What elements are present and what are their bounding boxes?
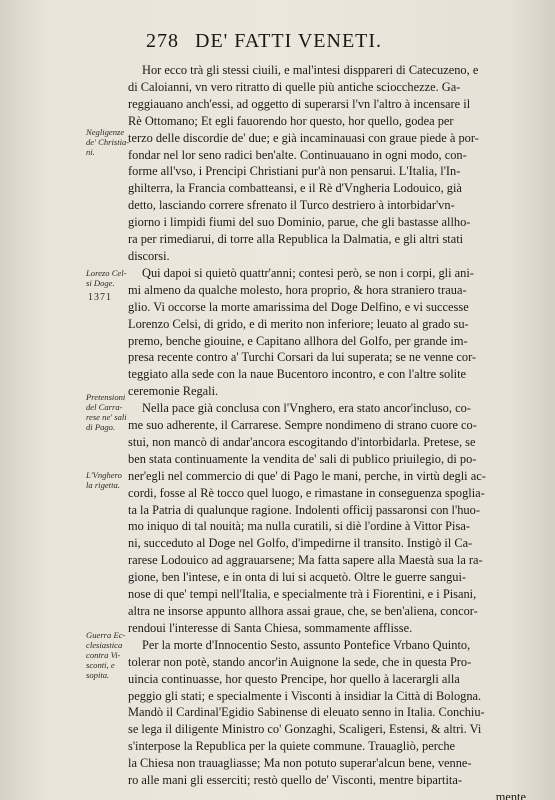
text-line: Lorenzo Celsi, di grido, e di merito non inferiore; leuato al grado su-: [128, 316, 469, 331]
text-line: mi almeno da qualche molesto, hora proprio, & hora straniero traua-: [128, 282, 467, 297]
text-line: tolerar non potè, stando ancor'in Auignone la sede, che in questa Pro-: [128, 654, 472, 669]
text-line: se lega il diligente Ministro co' Gonzaghi, Scaligeri, Estensi, & altri. Vi: [128, 722, 482, 737]
text-line: ro alle mani gli esserciti; restò quello de' Visconti, mentre bipartita-: [128, 773, 462, 788]
text-line: Nella pace già conclusa con l'Vnghero, era stato ancor'incluso, co-: [142, 401, 471, 416]
text-line: peggio gli stati; e specialmente i Visconti à insidiar la Città di Bologna.: [128, 688, 482, 703]
text-line: Qui dapoi si quietò quattr'anni; contesi però, se non i corpi, gli ani-: [142, 265, 474, 280]
text-line: cordi, fosse al Rè tocco quel luogo, e rimastane in conseguenza spoglia-: [128, 485, 485, 500]
running-title: DE' FATTI VENETI.: [195, 30, 383, 52]
text-line: s'interpose la Republica per la quiete commune. Trauagliò, perche: [128, 739, 456, 754]
page-number: 278: [146, 30, 179, 52]
text-line: ra per rimediarui, di torre alla Republica la Dalmatia, e gli altri stati: [128, 232, 464, 247]
text-line: presa recente contro a' Turchi Corsari da lui superata; se ne venne cor-: [128, 350, 477, 365]
text-line: rendoui l'interesse di Santa Chiesa, sommamente afflisse.: [128, 620, 413, 635]
margin-year: 1371: [88, 292, 112, 303]
text-line: giorno i limpidi fiumi del suo Dominio, parue, che gli bastasse allho-: [128, 215, 471, 230]
text-line: Per la morte d'Innocentio Sesto, assunto Pontefice Vrbano Quinto,: [142, 637, 471, 652]
margin-note: Guerra Ec-clesiastica contra Vi-sconti, e sopita.: [86, 630, 126, 680]
body-text: [128, 62, 526, 800]
text-line: uincia continuasse, hor questo Prencipe, hor quello à lacerargli alla: [128, 671, 460, 686]
text-line: gione, ben l'intese, e in onta di lui si acquetò. Oltre le guerre sangui-: [128, 570, 467, 585]
page-header: [146, 30, 446, 53]
text-line: premo, benche giouine, e Capitano allhora del Golfo, per grande im-: [128, 333, 468, 348]
text-line: mente: [495, 789, 526, 800]
text-line: rarese Lodouico ad aggrauarsene; Ma fatta sapere alla Maestà sua la ra-: [128, 553, 483, 568]
margin-note: Pretensioni del Carra-rese ne' sali di Pago.: [86, 392, 127, 432]
text-line: ni, succeduto al Doge nel Golfo, d'impedirne il transito. Instigò il Ca-: [128, 536, 473, 551]
text-line: me suo adherente, il Carrarese. Sempre nondimeno di strano cuore co-: [128, 418, 477, 433]
text-line: Hor ecco trà gli stessi ciuili, e mal'intesi disppareri di Catecuzeno, e: [142, 63, 479, 77]
text-line: ner'egli nel commercio di que' di Pago le mani, perche, in virtù degli ac-: [128, 468, 486, 483]
text-line: mo iniquo di tal nouità; ma nulla curatili, si diè l'ordine à Vittor Pisa-: [128, 519, 470, 534]
text-line: discorsi.: [128, 248, 170, 263]
text-line: nose di que' tempi nell'Italia, e specialmente trà i Fiorentini, e i Pisani,: [128, 587, 477, 602]
text-line: Mandò il Cardinal'Egidio Sabinense di eleuato senno in Italia. Conchiu-: [128, 705, 485, 720]
text-line: detto, lasciando correre sfrenato il Turco destriero à intorbidar'vn-: [128, 198, 455, 213]
text-line: la Chiesa non trauagliasse; Ma non potuto superar'alcun bene, venne-: [128, 756, 472, 771]
text-line: forme all'vso, i Prencipi Christiani pur'à non pensarui. L'Italia, l'In-: [128, 164, 461, 179]
text-line: Rè Ottomano; Et egli fauorendo hor questo, hor quello, godea per: [128, 113, 454, 128]
text-line: ben stata continuamente la vendita de' sali di publico priuilegio, di po-: [128, 451, 477, 466]
text-line: stui, non mancò di andar'ancora escogitando d'intorbidarla. Pretese, se: [128, 434, 476, 449]
text-line: teggiato alla sede con la naue Bucentoro incontro, e con l'altre solite: [128, 367, 467, 382]
text-line: reggiauano anch'essi, ad oggetto di superarsi l'vn l'altro à incensare il: [128, 96, 471, 111]
margin-note: Negligenze de' Christia-ni.: [86, 127, 130, 157]
text-line: glio. Vi occorse la morte amarissima del Doge Delfino, e vi successe: [128, 299, 469, 314]
margin-note: L'Vnghero la rigetta.: [86, 470, 122, 490]
text-line: terzo delle discordie de' due; e già incaminauasi con graue piede à por-: [128, 130, 479, 145]
text-line: altra ne insorse appunto allhora assai graue, che, se ben'aliena, concor-: [128, 604, 478, 618]
text-line: fondar nel lor seno radici ben'alte. Continuauano in ogni modo, con-: [128, 147, 467, 162]
text-line: ghilterra, la Francia combatteansi, e il Rè d'Vngheria Lodouico, già: [128, 181, 462, 196]
margin-note: Lorezo Cel-si Doge.: [86, 268, 127, 288]
text-line: ceremonie Regali.: [128, 384, 219, 399]
text-line: di Caloianni, vn vero ritratto di quelle più antiche sciocchezze. Ga-: [128, 79, 461, 94]
text-line: ta la Patria di qualunque ragione. Indolenti officij passaronsi con l'huo-: [128, 502, 480, 517]
